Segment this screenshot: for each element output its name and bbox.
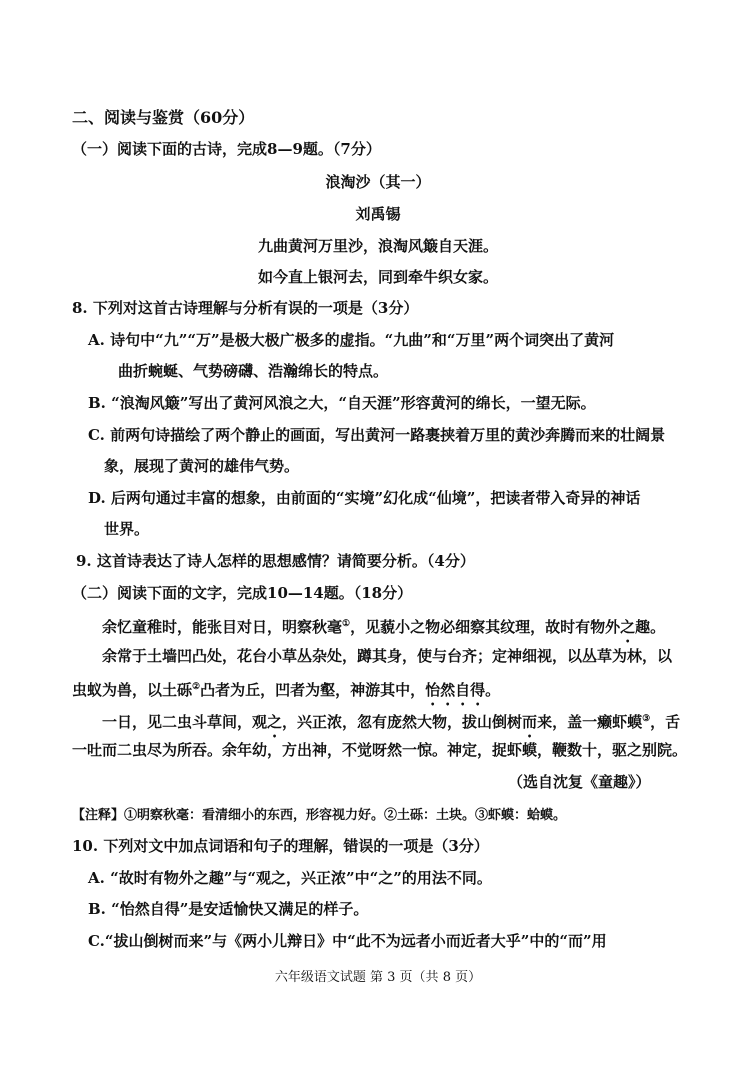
passage-paragraph-2-line2 bbox=[72, 677, 500, 709]
dotted-word: 而 bbox=[522, 713, 538, 731]
q10-option-b: B. “怡然自得”是安适愉快又满足的样子。 bbox=[88, 900, 369, 918]
passage-text: ，见藐小之物必细察其纹理，故时有物外 bbox=[350, 618, 621, 636]
section-title: 二、阅读与鉴赏（60分） bbox=[72, 108, 255, 127]
dotted-word: 之 bbox=[267, 713, 283, 731]
passage-source: （选自沈复《童趣》） bbox=[508, 773, 651, 791]
q8-option-b: B. “浪淘风簸”写出了黄河风浪之大，“自天涯”形容黄河的绵长，一望无际。 bbox=[88, 394, 596, 412]
page-footer: 六年级语文试题 第 3 页（共 8 页） bbox=[274, 970, 482, 985]
question-10-stem: 10. 下列对文中加点词语和句子的理解，错误的一项是（3分） bbox=[72, 837, 489, 855]
q8-option-d-line2: 世界。 bbox=[104, 520, 150, 538]
note-marker-3: ③ bbox=[642, 714, 651, 724]
passage-text: 凸者为丘，凹者为壑，神游其中， bbox=[200, 681, 426, 699]
passage-text: 余忆童稚时，能张目对日，明察秋毫 bbox=[102, 618, 343, 636]
note-marker-1: ① bbox=[342, 619, 351, 629]
passage-paragraph-3-line1 bbox=[102, 709, 680, 741]
poem-title: 浪淘沙（其一） bbox=[325, 173, 431, 191]
q8-option-d-line1: D. 后两句通过丰富的想象，由前面的“实境”幻化成“仙境”，把读者带入奇异的神话 bbox=[88, 489, 641, 507]
q8-option-c-line2: 象，展现了黄河的雄伟气势。 bbox=[104, 457, 300, 475]
passage-paragraph-2-line1: 余常于土墙凹凸处，花台小草丛杂处，蹲其身，使与台齐；定神细视，以丛草为林，以 bbox=[102, 647, 673, 665]
passage-text: 一日，见二虫斗草间，观 bbox=[102, 713, 268, 731]
annotation-notes: 【注释】①明察秋毫：看清细小的东西，形容视力好。②土砾：土块。③虾蟆：蛤蟆。 bbox=[72, 808, 567, 823]
dotted-word: 之 bbox=[620, 618, 636, 636]
part2-instruction: （二）阅读下面的文字，完成10—14题。（18分） bbox=[72, 584, 413, 602]
q8-option-a-line2: 曲折蜿蜒、气势磅礴、浩瀚绵长的特点。 bbox=[118, 362, 389, 380]
passage-paragraph-1 bbox=[102, 614, 665, 646]
poem-line-1: 九曲黄河万里沙，浪淘风簸自天涯。 bbox=[257, 237, 498, 255]
passage-text: 趣。 bbox=[635, 618, 666, 636]
passage-text: ，舌 bbox=[650, 713, 681, 731]
passage-paragraph-3-line2: 一吐而二虫尽为所吞。余年幼，方出神，不觉呀然一惊。神定，捉虾蟆，鞭数十，驱之别院。 bbox=[72, 741, 688, 759]
passage-text: 来，盖一癞虾蟆 bbox=[537, 713, 643, 731]
dotted-phrase: 怡然自得 bbox=[425, 681, 486, 699]
q10-option-c: C.“拔山倒树而来”与《两小儿辩日》中“此不为远者小而近者大乎”中的“而”用 bbox=[88, 932, 607, 950]
question-8-stem: 8. 下列对这首古诗理解与分析有误的一项是（3分） bbox=[72, 299, 419, 317]
question-9-stem: 9. 这首诗表达了诗人怎样的思想感情？请简要分析。（4分） bbox=[76, 552, 475, 570]
poem-author: 刘禹锡 bbox=[355, 205, 401, 223]
note-marker-2: ② bbox=[192, 682, 201, 692]
poem-line-2: 如今直上银河去，同到牵牛织女家。 bbox=[257, 268, 498, 286]
part1-instruction: （一）阅读下面的古诗，完成8—9题。（7分） bbox=[72, 140, 381, 158]
q10-option-a: A. “故时有物外之趣”与“观之，兴正浓”中“之”的用法不同。 bbox=[88, 869, 492, 887]
passage-text: ，兴正浓，忽有庞然大物，拔山倒树 bbox=[282, 713, 523, 731]
q8-option-a-line1: A. 诗句中“九”“万”是极大极广极多的虚指。“九曲”和“万里”两个词突出了黄河 bbox=[88, 331, 615, 349]
passage-text: 。 bbox=[485, 681, 501, 699]
passage-text: 虫蚁为兽，以土砾 bbox=[72, 681, 193, 699]
q8-option-c-line1: C. 前两句诗描绘了两个静止的画面，写出黄河一路裹挟着万里的黄沙奔腾而来的壮阔景 bbox=[88, 426, 666, 444]
